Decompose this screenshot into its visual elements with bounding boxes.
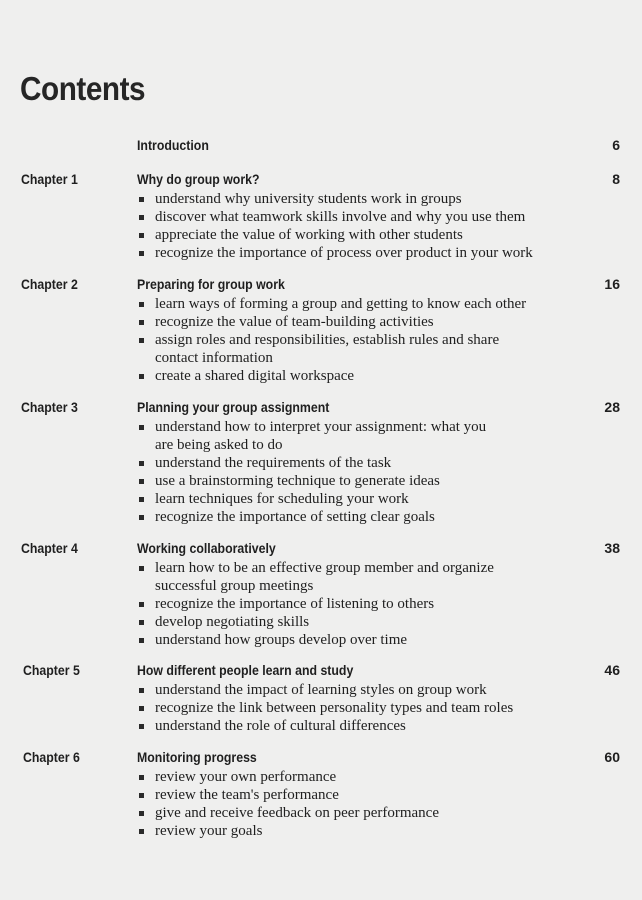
objective-item: understand how to interpret your assignment: what you are being asked to do bbox=[137, 418, 495, 454]
entry-title: How different people learn and study bbox=[137, 662, 354, 678]
objective-item: understand how groups develop over time bbox=[137, 631, 577, 649]
objective-item: review your goals bbox=[137, 822, 577, 840]
page-title: Contents bbox=[20, 70, 146, 107]
entry-page-number: 28 bbox=[604, 399, 620, 415]
objective-item: review your own performance bbox=[137, 768, 577, 786]
objective-list bbox=[137, 559, 577, 649]
objective-item: learn techniques for scheduling your work bbox=[137, 490, 577, 508]
entry-page-number: 6 bbox=[612, 137, 620, 153]
objective-item: understand the impact of learning styles on group work bbox=[137, 681, 577, 699]
chapter-label: Chapter 5 bbox=[23, 662, 80, 678]
entry-title: Why do group work? bbox=[137, 171, 260, 187]
objective-item: develop negotiating skills bbox=[137, 613, 577, 631]
objective-item: assign roles and responsibilities, establish rules and share contact information bbox=[137, 331, 535, 367]
objective-list bbox=[137, 681, 577, 735]
chapter-label: Chapter 2 bbox=[21, 276, 78, 292]
entry-page-number: 8 bbox=[612, 171, 620, 187]
entry-page-number: 16 bbox=[604, 276, 620, 292]
chapter-label: Chapter 3 bbox=[21, 399, 78, 415]
objective-item: learn ways of forming a group and getting to know each other bbox=[137, 295, 577, 313]
objective-item: recognize the importance of setting clear goals bbox=[137, 508, 577, 526]
objective-item: recognize the link between personality types and team roles bbox=[137, 699, 577, 717]
objective-item: create a shared digital workspace bbox=[137, 367, 577, 385]
entry-page-number: 38 bbox=[604, 540, 620, 556]
objective-item: learn how to be an effective group member and organize successful group meetings bbox=[137, 559, 545, 595]
entry-title: Preparing for group work bbox=[137, 276, 285, 292]
objective-item: recognize the importance of listening to others bbox=[137, 595, 577, 613]
objective-item: give and receive feedback on peer performance bbox=[137, 804, 577, 822]
objective-item: understand why university students work in groups bbox=[137, 190, 577, 208]
entry-title: Working collaboratively bbox=[137, 540, 276, 556]
entry-page-number: 60 bbox=[604, 749, 620, 765]
entry-title: Monitoring progress bbox=[137, 749, 257, 765]
objective-item: understand the requirements of the task bbox=[137, 454, 577, 472]
objective-list bbox=[137, 768, 577, 840]
objective-item: review the team's performance bbox=[137, 786, 577, 804]
objective-list bbox=[137, 418, 577, 526]
chapter-label: Chapter 4 bbox=[21, 540, 78, 556]
objective-item: use a brainstorming technique to generate ideas bbox=[137, 472, 577, 490]
objective-item: recognize the importance of process over product in your work bbox=[137, 244, 577, 262]
objective-list bbox=[137, 190, 577, 262]
chapter-label: Chapter 6 bbox=[23, 749, 80, 765]
objective-item: understand the role of cultural differences bbox=[137, 717, 577, 735]
entry-page-number: 46 bbox=[604, 662, 620, 678]
objective-item: recognize the value of team-building activities bbox=[137, 313, 577, 331]
objective-item: appreciate the value of working with other students bbox=[137, 226, 577, 244]
chapter-label: Chapter 1 bbox=[21, 171, 78, 187]
entry-title: Planning your group assignment bbox=[137, 399, 330, 415]
objective-item: discover what teamwork skills involve and why you use them bbox=[137, 208, 577, 226]
objective-list bbox=[137, 295, 577, 385]
entry-title: Introduction bbox=[137, 137, 209, 153]
